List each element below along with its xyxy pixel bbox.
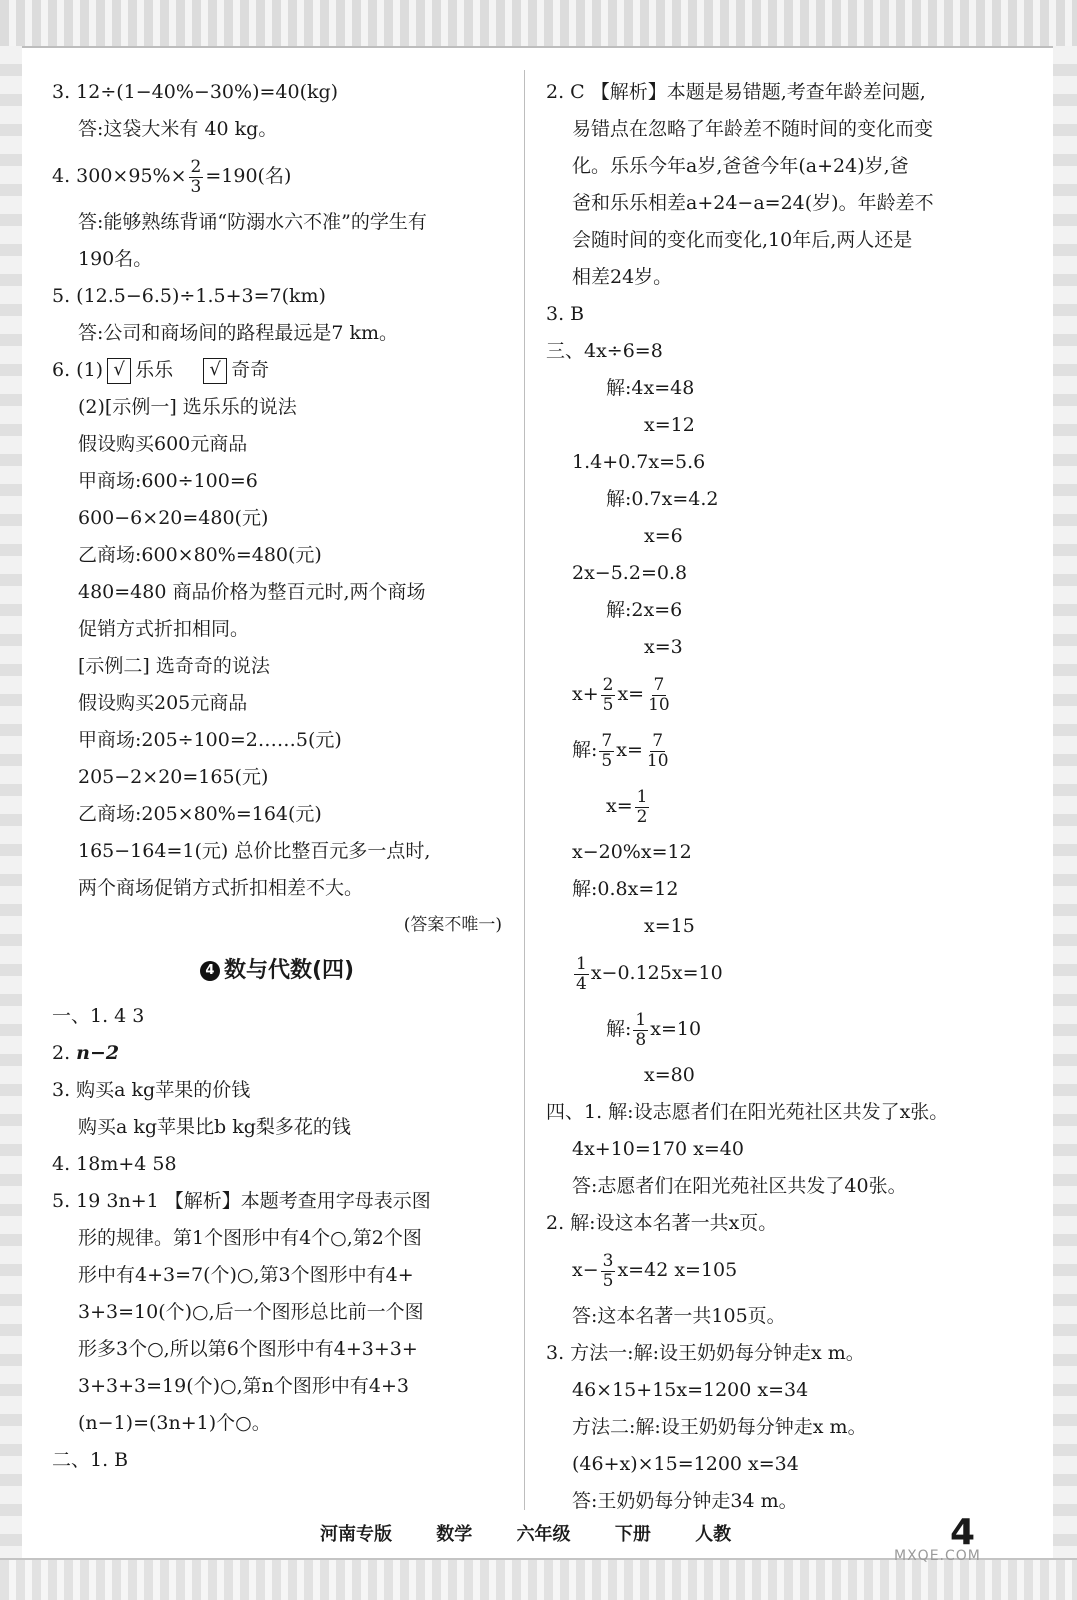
checkbox-checked-icon: √ bbox=[203, 358, 227, 384]
denominator: 10 bbox=[648, 694, 670, 715]
option-label: 乐乐 bbox=[135, 359, 174, 381]
answer-line: (2)[示例一] 选乐乐的说法 bbox=[78, 396, 297, 418]
answer-line: 600−6×20=480(元) bbox=[78, 507, 269, 529]
answer-note: (答案不唯一) bbox=[403, 915, 502, 935]
checkbox-checked-icon: √ bbox=[107, 358, 131, 384]
footer-publisher: 人教 bbox=[695, 1524, 732, 1545]
numerator: 2 bbox=[602, 674, 614, 695]
answer-line: 解:4x=48 bbox=[606, 377, 695, 399]
expression-text: x− bbox=[572, 1259, 599, 1281]
answer-line: 4. 18m+4 58 bbox=[52, 1153, 177, 1175]
fraction bbox=[645, 732, 671, 771]
section-title-text: 数与代数(四) bbox=[223, 958, 355, 983]
fraction bbox=[574, 955, 589, 994]
numerator: 7 bbox=[653, 674, 665, 695]
answer-line: 形多3个○,所以第6个图形中有4+3+3+ bbox=[78, 1338, 418, 1360]
section-title bbox=[52, 944, 502, 998]
page-number: 4 bbox=[950, 1512, 976, 1553]
numerator: 7 bbox=[601, 730, 613, 751]
denominator: 8 bbox=[635, 1029, 647, 1050]
numerator: 1 bbox=[636, 786, 648, 807]
answer-line: x=80 bbox=[644, 1064, 695, 1086]
answer-line: 3. B bbox=[546, 303, 585, 325]
answer-line: x=6 bbox=[644, 525, 683, 547]
answer-line bbox=[546, 722, 1016, 778]
answer-line: 两个商场促销方式折扣相差不大。 bbox=[78, 877, 364, 899]
section-number-badge: 4 bbox=[200, 961, 220, 981]
answer-line: 方法二:解:设王奶奶每分钟走x m。 bbox=[572, 1416, 867, 1438]
answer-line: x−20%x=12 bbox=[572, 841, 692, 863]
answer-line: 答:志愿者们在阳光苑社区共发了40张。 bbox=[572, 1175, 907, 1197]
answer-line: 相差24岁。 bbox=[572, 266, 673, 288]
answer-line bbox=[546, 945, 1016, 1001]
answer-line: 解:2x=6 bbox=[606, 599, 683, 621]
fraction bbox=[189, 158, 204, 197]
fraction bbox=[601, 1252, 616, 1291]
answer-line: 2. 解:设这本名著一共x页。 bbox=[546, 1212, 778, 1234]
answer-line: 答:能够熟练背诵“防溺水六不准”的学生有 bbox=[78, 211, 427, 233]
fraction bbox=[635, 788, 650, 827]
answer-line: 假设购买205元商品 bbox=[78, 692, 248, 714]
answer-line bbox=[546, 1242, 1016, 1298]
answer-line: 答:这袋大米有 40 kg。 bbox=[78, 118, 278, 140]
column-divider bbox=[524, 70, 525, 1510]
answer-line: 解:0.7x=4.2 bbox=[606, 488, 719, 510]
expression-text: x= bbox=[616, 739, 643, 761]
expression-text: x=10 bbox=[650, 1018, 702, 1040]
answer-line: 解:0.8x=12 bbox=[572, 878, 679, 900]
answer-line: [示例二] 选奇奇的说法 bbox=[78, 655, 270, 677]
fraction bbox=[599, 732, 614, 771]
answer-line: 2. C 【解析】本题是易错题,考查年龄差问题, bbox=[546, 81, 926, 103]
answer-line: 形中有4+3=7(个)○,第3个图形中有4+ bbox=[78, 1264, 414, 1286]
answer-line: 3+3=10(个)○,后一个图形总比前一个图 bbox=[78, 1301, 424, 1323]
denominator: 2 bbox=[636, 806, 648, 827]
footer-volume: 下册 bbox=[614, 1524, 651, 1545]
denominator: 5 bbox=[602, 694, 614, 715]
page-border-left bbox=[0, 46, 22, 1560]
answer-line bbox=[52, 352, 502, 389]
page-border-bottom bbox=[0, 1558, 1077, 1600]
expression-text: x=42 x=105 bbox=[617, 1259, 738, 1281]
expression-text: x+ bbox=[572, 683, 599, 705]
answer-line: 答:公司和商场间的路程最远是7 km。 bbox=[78, 322, 399, 344]
answer-line: 三、4x÷6=8 bbox=[546, 340, 663, 362]
footer-grade: 六年级 bbox=[516, 1524, 571, 1545]
answer-line: x=15 bbox=[644, 915, 695, 937]
footer-subject: 数学 bbox=[436, 1524, 473, 1545]
expression-text: 4. 300×95%× bbox=[52, 165, 187, 187]
answer-line: (n−1)=(3n+1)个○。 bbox=[78, 1412, 271, 1434]
page-border-top bbox=[0, 0, 1077, 48]
denominator: 3 bbox=[190, 176, 202, 197]
denominator: 10 bbox=[646, 750, 669, 771]
answer-line: 四、1. 解:设志愿者们在阳光苑社区共发了x张。 bbox=[546, 1101, 949, 1123]
answer-line: 答:这本名著一共105页。 bbox=[572, 1305, 786, 1327]
watermark: MXQE.COM bbox=[894, 1548, 981, 1564]
denominator: 4 bbox=[576, 973, 587, 994]
page-footer bbox=[320, 1520, 755, 1546]
answer-line bbox=[546, 778, 1016, 834]
expression-text: x−0.125x=10 bbox=[590, 962, 723, 984]
expression-text: 解: bbox=[572, 739, 598, 761]
option-label: 奇奇 bbox=[231, 359, 270, 381]
answer-line: 2x−5.2=0.8 bbox=[572, 562, 688, 584]
question-label: 6. (1) bbox=[52, 359, 104, 381]
answer-line: 甲商场:600÷100=6 bbox=[78, 470, 258, 492]
denominator: 5 bbox=[601, 750, 613, 771]
fraction bbox=[633, 1011, 648, 1050]
answer-line: 5. (12.5−6.5)÷1.5+3=7(km) bbox=[52, 285, 326, 307]
answer-line: 3. 购买a kg苹果的价钱 bbox=[52, 1079, 251, 1101]
denominator: 5 bbox=[602, 1270, 614, 1291]
answer-line: 3+3+3=19(个)○,第n个图形中有4+3 bbox=[78, 1375, 409, 1397]
expression-text: 解: bbox=[606, 1018, 632, 1040]
expression-text: x= bbox=[606, 795, 633, 817]
answer-line: x=3 bbox=[644, 636, 683, 658]
answer-line: 爸和乐乐相差a+24−a=24(岁)。年龄差不 bbox=[572, 192, 934, 214]
answer-line: 4x+10=170 x=40 bbox=[572, 1138, 744, 1160]
answer-line bbox=[546, 666, 1016, 722]
left-column bbox=[52, 74, 502, 1479]
answer-line: 乙商场:600×80%=480(元) bbox=[78, 544, 322, 566]
answer-line: 化。乐乐今年a岁,爸爸今年(a+24)岁,爸 bbox=[572, 155, 909, 177]
answer-line: 假设购买600元商品 bbox=[78, 433, 248, 455]
answer-line: 易错点在忽略了年龄差不随时间的变化而变 bbox=[572, 118, 934, 140]
answer-line: 乙商场:205×80%=164(元) bbox=[78, 803, 322, 825]
answer-line: 答:王奶奶每分钟走34 m。 bbox=[572, 1490, 798, 1512]
numerator: 1 bbox=[576, 953, 587, 974]
fraction bbox=[601, 676, 616, 715]
answer-line: x=12 bbox=[644, 414, 695, 436]
numerator: 1 bbox=[635, 1009, 647, 1030]
page-border-right bbox=[1053, 46, 1077, 1560]
answer-line: 二、1. B bbox=[52, 1449, 129, 1471]
expression-text: =190(名) bbox=[205, 165, 292, 187]
answer-line: 190名。 bbox=[78, 248, 153, 270]
expression-text: x= bbox=[617, 683, 645, 705]
answer-line: 甲商场:205÷100=2……5(元) bbox=[78, 729, 342, 751]
answer-line: (46+x)×15=1200 x=34 bbox=[572, 1453, 799, 1475]
numerator: 7 bbox=[652, 730, 664, 751]
answer-line: 1.4+0.7x=5.6 bbox=[572, 451, 706, 473]
answer-line bbox=[52, 1035, 502, 1072]
answer-line: 165−164=1(元) 总价比整百元多一点时, bbox=[78, 840, 431, 862]
right-column bbox=[546, 74, 1016, 1520]
numerator: 2 bbox=[190, 156, 202, 177]
answer-line bbox=[52, 148, 502, 204]
numerator: 3 bbox=[602, 1250, 614, 1271]
answer-line: 205−2×20=165(元) bbox=[78, 766, 269, 788]
answer-line: 促销方式折扣相同。 bbox=[78, 618, 250, 640]
answer-line: 46×15+15x=1200 x=34 bbox=[572, 1379, 809, 1401]
answer-line: 5. 19 3n+1 【解析】本题考查用字母表示图 bbox=[52, 1190, 431, 1212]
answer-line: 480=480 商品价格为整百元时,两个商场 bbox=[78, 581, 426, 603]
answer-line: 会随时间的变化而变化,10年后,两人还是 bbox=[572, 229, 913, 251]
answer-line: 形的规律。第1个图形中有4个○,第2个图 bbox=[78, 1227, 422, 1249]
answer-line: 购买a kg苹果比b kg梨多花的钱 bbox=[78, 1116, 351, 1138]
footer-edition: 河南专版 bbox=[320, 1524, 392, 1545]
fraction bbox=[646, 676, 672, 715]
question-label: 2. bbox=[52, 1042, 77, 1064]
answer-line: 3. 方法一:解:设王奶奶每分钟走x m。 bbox=[546, 1342, 865, 1364]
answer-line bbox=[546, 1001, 1016, 1057]
answer-line: 3. 12÷(1−40%−30%)=40(kg) bbox=[52, 81, 339, 103]
answer-line: 一、1. 4 3 bbox=[52, 1005, 145, 1027]
expression-text: n−2 bbox=[76, 1042, 120, 1064]
